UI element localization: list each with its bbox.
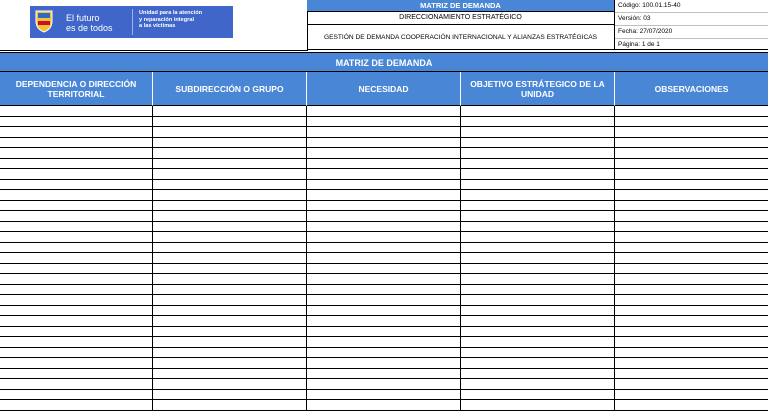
cell-subdireccion[interactable] [153,369,307,379]
cell-dependencia[interactable] [0,306,153,316]
cell-observaciones[interactable] [615,369,768,379]
version-cell[interactable]: Versión: 03 [615,13,768,26]
cell-observaciones[interactable] [615,379,768,389]
cell-observaciones[interactable] [615,348,768,358]
cell-dependencia[interactable] [0,390,153,400]
cell-observaciones[interactable] [615,390,768,400]
cell-observaciones[interactable] [615,169,768,179]
cell-objetivo[interactable] [461,274,615,284]
table-row [0,117,768,128]
cell-objetivo[interactable] [461,316,615,326]
cell-dependencia[interactable] [0,169,153,179]
table-row [0,316,768,327]
cell-objetivo[interactable] [461,138,615,148]
pagina-cell[interactable]: Página: 1 de 1 [618,41,660,48]
table-row [0,379,768,390]
column-header-subdireccion[interactable]: SUBDIRECCIÓN O GRUPO [153,72,307,106]
cell-necesidad[interactable] [307,295,461,305]
cell-subdireccion[interactable] [153,400,307,410]
cell-necesidad[interactable] [307,316,461,326]
cell-objetivo[interactable] [461,243,615,253]
logo-slogan-line1: El futuro [66,13,100,23]
table-row [0,400,768,411]
document-metadata [615,0,768,50]
cell-objetivo[interactable] [461,390,615,400]
table-row [0,127,768,138]
cell-dependencia[interactable] [0,127,153,137]
cell-necesidad[interactable] [307,232,461,242]
logo-slogan-line2: es de todos [66,23,113,33]
table-row [0,274,768,285]
table-row [0,222,768,233]
cell-subdireccion[interactable] [153,316,307,326]
cell-necesidad[interactable] [307,127,461,137]
cell-objetivo[interactable] [461,369,615,379]
cell-observaciones[interactable] [615,253,768,263]
cell-dependencia[interactable] [0,285,153,295]
cell-objetivo[interactable] [461,348,615,358]
cell-observaciones[interactable] [615,211,768,221]
cell-subdireccion[interactable] [153,348,307,358]
table-row [0,337,768,348]
cell-objetivo[interactable] [461,337,615,347]
table-row [0,390,768,401]
cell-subdireccion[interactable] [153,358,307,368]
cell-subdireccion[interactable] [153,127,307,137]
cell-objetivo[interactable] [461,148,615,158]
cell-observaciones[interactable] [615,106,768,116]
cell-subdireccion[interactable] [153,306,307,316]
table-row [0,369,768,380]
cell-observaciones[interactable] [615,274,768,284]
cell-dependencia[interactable] [0,180,153,190]
table-row [0,295,768,306]
cell-observaciones[interactable] [615,232,768,242]
cell-dependencia[interactable] [0,222,153,232]
column-header-observaciones[interactable]: OBSERVACIONES [615,72,768,106]
cell-subdireccion[interactable] [153,222,307,232]
cell-necesidad[interactable] [307,285,461,295]
cell-objetivo[interactable] [461,400,615,410]
logo-divider [132,9,133,35]
cell-observaciones[interactable] [615,127,768,137]
cell-objetivo[interactable] [461,264,615,274]
cell-necesidad[interactable] [307,169,461,179]
cell-subdireccion[interactable] [153,295,307,305]
cell-necesidad[interactable] [307,243,461,253]
cell-subdireccion[interactable] [153,148,307,158]
cell-observaciones[interactable] [615,190,768,200]
cell-observaciones[interactable] [615,159,768,169]
table-row [0,264,768,275]
cell-necesidad[interactable] [307,358,461,368]
cell-objetivo[interactable] [461,117,615,127]
cell-observaciones[interactable] [615,243,768,253]
cell-dependencia[interactable] [0,327,153,337]
cell-subdireccion[interactable] [153,232,307,242]
cell-dependencia[interactable] [0,400,153,410]
cell-subdireccion[interactable] [153,180,307,190]
cell-observaciones[interactable] [615,201,768,211]
cell-dependencia[interactable] [0,295,153,305]
cell-objetivo[interactable] [461,201,615,211]
cell-necesidad[interactable] [307,117,461,127]
cell-observaciones[interactable] [615,358,768,368]
cell-dependencia[interactable] [0,190,153,200]
cell-observaciones[interactable] [615,306,768,316]
cell-dependencia[interactable] [0,232,153,242]
cell-objetivo[interactable] [461,253,615,263]
cell-observaciones[interactable] [615,295,768,305]
document-subtitle[interactable]: DIRECCIONAMIENTO ESTRATÉGICO [307,12,614,25]
cell-subdireccion[interactable] [153,106,307,116]
cell-subdireccion[interactable] [153,337,307,347]
cell-subdireccion[interactable] [153,253,307,263]
cell-subdireccion[interactable] [153,390,307,400]
cell-dependencia[interactable] [0,369,153,379]
cell-observaciones[interactable] [615,148,768,158]
cell-dependencia[interactable] [0,274,153,284]
cell-dependencia[interactable] [0,211,153,221]
cell-subdireccion[interactable] [153,327,307,337]
cell-necesidad[interactable] [307,222,461,232]
cell-subdireccion[interactable] [153,159,307,169]
table-row [0,190,768,201]
cell-subdireccion[interactable] [153,190,307,200]
cell-dependencia[interactable] [0,358,153,368]
cell-objetivo[interactable] [461,180,615,190]
cell-necesidad[interactable] [307,211,461,221]
cell-objetivo[interactable] [461,295,615,305]
cell-objetivo[interactable] [461,190,615,200]
section-title-bar[interactable]: MATRIZ DE DEMANDA [0,52,768,72]
cell-subdireccion[interactable] [153,117,307,127]
cell-necesidad[interactable] [307,148,461,158]
table-row [0,243,768,254]
cell-dependencia[interactable] [0,117,153,127]
cell-necesidad[interactable] [307,306,461,316]
cell-objetivo[interactable] [461,211,615,221]
cell-subdireccion[interactable] [153,201,307,211]
cell-objetivo[interactable] [461,127,615,137]
cell-objetivo[interactable] [461,358,615,368]
logo-unit-name [139,10,202,30]
cell-observaciones[interactable] [615,316,768,326]
cell-subdireccion[interactable] [153,243,307,253]
cell-objetivo[interactable] [461,222,615,232]
cell-objetivo[interactable] [461,232,615,242]
cell-necesidad[interactable] [307,201,461,211]
logo-unit-line1: Unidad para la atención [139,10,203,16]
cell-objetivo[interactable] [461,159,615,169]
coat-of-arms-icon [34,9,54,33]
document-header [0,0,768,52]
logo-unit-line2: y reparación integral [139,16,195,23]
cell-dependencia[interactable] [0,348,153,358]
table-row [0,201,768,212]
column-header-objetivo[interactable]: OBJETIVO ESTRÁTEGICO DE LA UNIDAD [461,72,615,106]
process-name[interactable]: GESTIÓN DE DEMANDA COOPERACIÓN INTERNACIONAL Y ALIANZAS ESTRATÉGICAS [323,34,598,41]
cell-necesidad[interactable] [307,390,461,400]
cell-subdireccion[interactable] [153,211,307,221]
cell-necesidad[interactable] [307,180,461,190]
cell-dependencia[interactable] [0,337,153,347]
cell-necesidad[interactable] [307,379,461,389]
cell-observaciones[interactable] [615,337,768,347]
cell-subdireccion[interactable] [153,138,307,148]
cell-necesidad[interactable] [307,106,461,116]
table-row [0,169,768,180]
cell-objetivo[interactable] [461,327,615,337]
cell-necesidad[interactable] [307,274,461,284]
logo-slogan [66,13,113,33]
table-row [0,327,768,338]
cell-necesidad[interactable] [307,159,461,169]
column-header-dependencia[interactable]: DEPENDENCIA O DIRECCIÓN TERRITORIAL [0,72,153,106]
logo-unit-line3: a las víctimas [139,23,176,30]
cell-necesidad[interactable] [307,253,461,263]
table-row [0,148,768,159]
column-header-necesidad[interactable]: NECESIDAD [307,72,461,106]
cell-observaciones[interactable] [615,180,768,190]
cell-necesidad[interactable] [307,400,461,410]
cell-necesidad[interactable] [307,190,461,200]
cell-subdireccion[interactable] [153,169,307,179]
cell-dependencia[interactable] [0,159,153,169]
cell-dependencia[interactable] [0,243,153,253]
cell-necesidad[interactable] [307,264,461,274]
cell-subdireccion[interactable] [153,285,307,295]
table-row [0,138,768,149]
table-row [0,358,768,369]
cell-necesidad[interactable] [307,348,461,358]
cell-dependencia[interactable] [0,264,153,274]
cell-observaciones[interactable] [615,117,768,127]
cell-necesidad[interactable] [307,337,461,347]
cell-dependencia[interactable] [0,379,153,389]
cell-objetivo[interactable] [461,285,615,295]
cell-subdireccion[interactable] [153,274,307,284]
cell-observaciones[interactable] [615,264,768,274]
header-title-block [307,0,615,50]
cell-objetivo[interactable] [461,106,615,116]
cell-dependencia[interactable] [0,106,153,116]
cell-subdireccion[interactable] [153,264,307,274]
table-row [0,106,768,117]
cell-dependencia[interactable] [0,253,153,263]
table-row [0,348,768,359]
codigo-cell[interactable]: Código: 100.01.15-40 [615,0,768,13]
logo-area [0,0,308,51]
cell-necesidad[interactable] [307,327,461,337]
cell-dependencia[interactable] [0,201,153,211]
cell-dependencia[interactable] [0,148,153,158]
table-row [0,253,768,264]
government-logo [30,6,233,38]
table-row [0,159,768,170]
table-row [0,232,768,243]
cell-objetivo[interactable] [461,306,615,316]
cell-objetivo[interactable] [461,379,615,389]
table-row [0,285,768,296]
cell-observaciones[interactable] [615,138,768,148]
cell-dependencia[interactable] [0,316,153,326]
cell-necesidad[interactable] [307,138,461,148]
cell-observaciones[interactable] [615,327,768,337]
cell-observaciones[interactable] [615,400,768,410]
cell-objetivo[interactable] [461,169,615,179]
demand-matrix-table [0,106,768,407]
cell-necesidad[interactable] [307,369,461,379]
table-row [0,180,768,191]
cell-subdireccion[interactable] [153,379,307,389]
fecha-cell[interactable]: Fecha: 27/07/2020 [615,26,768,39]
table-row [0,211,768,222]
cell-observaciones[interactable] [615,222,768,232]
cell-dependencia[interactable] [0,138,153,148]
document-title[interactable]: MATRIZ DE DEMANDA [307,0,614,12]
cell-observaciones[interactable] [615,285,768,295]
table-row [0,306,768,317]
